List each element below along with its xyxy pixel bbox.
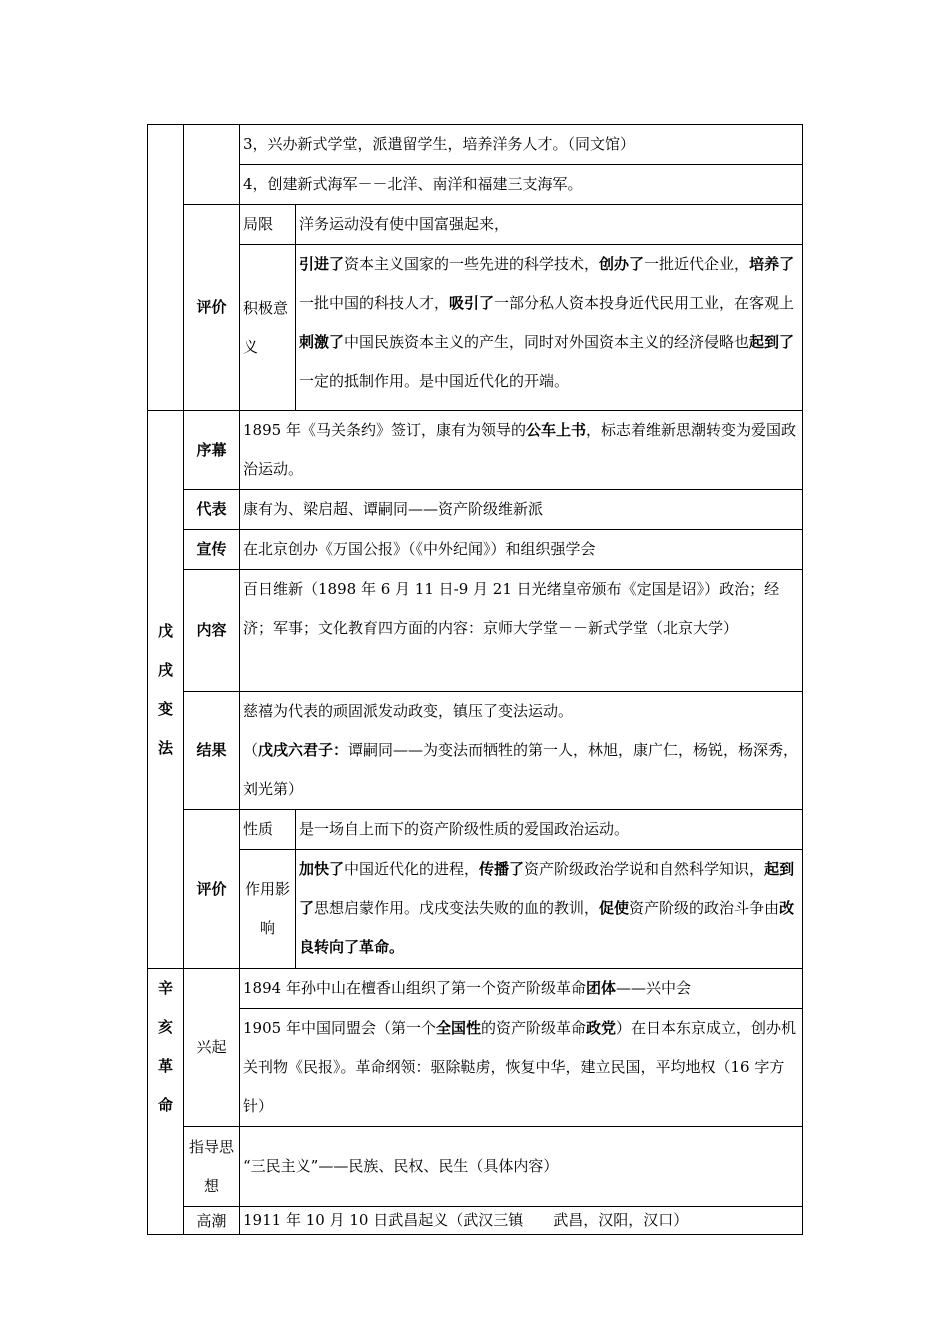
text-segment: ）在日本东京成立，创办机关刊物《民报》。革命纲领：驱除鞑虏，恢复中华，建立民国，平均地权（16 字方针） <box>243 1019 797 1115</box>
bold-text-segment: 改良转向了革命。 <box>299 899 795 956</box>
table-row <box>148 570 803 692</box>
text-segment: 中国近代化的进程， <box>344 860 480 878</box>
wuxu-xingzhi-text: 是一场自上而下的资产阶级性质的爱国政治运动。 <box>296 810 803 850</box>
text-segment: 资本主义国家的一些先进的科学技术， <box>344 255 600 273</box>
yangwu-row3: 3，兴办新式学堂，派遣留学生，培养洋务人才。（同文馆） <box>240 125 803 165</box>
table-row <box>148 969 803 1009</box>
text-segment: ——兴中会 <box>615 979 691 997</box>
xinhai-zhidao-text: “三民主义”——民族、民权、民生（具体内容） <box>240 1127 803 1207</box>
table-row <box>148 165 803 205</box>
yangwu-limit-text: 洋务运动没有使中国富强起来， <box>296 205 803 245</box>
yangwu-eval-label: 评价 <box>184 205 240 411</box>
bold-text-segment: 引进了 <box>299 255 345 273</box>
section-title-wuxu: 戊戌变法 <box>148 411 184 969</box>
text-segment: 1895 年《马关条约》签订，康有为领导的 <box>243 421 526 439</box>
text-segment: 一定的抵制作用。是中国近代化的开端。 <box>299 372 570 390</box>
table-row <box>148 205 803 245</box>
bold-text-segment: 起到了 <box>749 333 795 351</box>
table-row <box>148 411 803 490</box>
table-row <box>148 245 803 411</box>
bold-text-segment: 加快了 <box>299 860 345 878</box>
wuxu-jieguo-line2 <box>243 731 799 809</box>
yangwu-row4: 4，创建新式海军－－北洋、南洋和福建三支海军。 <box>240 165 803 205</box>
history-notes-table <box>147 124 803 1235</box>
wuxu-daibiao-text: 康有为、梁启超、谭嗣同——资产阶级维新派 <box>240 490 803 530</box>
bold-text-segment: 政党 <box>585 1019 616 1037</box>
wuxu-eval-label: 评价 <box>184 810 240 969</box>
table-row <box>148 692 803 810</box>
xinhai-zhidao-label: 指导思想 <box>184 1127 240 1207</box>
text-segment: 中国民族资本主义的产生，同时对外国资本主义的经济侵略也 <box>344 333 750 351</box>
wuxu-neirong-text: 百日维新（1898 年 6 月 11 日-9 月 21 日光绪皇帝颁布《定国是诏》）政治；经济；军事；文化教育四方面的内容：京师大学堂－－新式学堂（北京大学） <box>240 570 803 692</box>
table-row <box>148 810 803 850</box>
bold-text-segment: 戊戌六君子： <box>258 741 349 759</box>
text-segment: 的资产阶级革命 <box>480 1019 586 1037</box>
bold-text-segment: 起到了 <box>299 860 795 917</box>
text-segment: 资产阶级政治学说和自然科学知识， <box>524 860 765 878</box>
text-segment: 一批中国的科技人才， <box>299 294 450 312</box>
table-row <box>148 530 803 570</box>
text-segment: 1905 年中国同盟会（第一个 <box>243 1019 436 1037</box>
text-segment: ，标志着维新思潮转变为爱国政治运动。 <box>243 421 796 478</box>
text-segment: 谭嗣同——为变法而牺牲的第一人，林旭，康广仁，杨锐，杨深秀，刘光第） <box>243 741 799 798</box>
text-segment: 思想启蒙作用。戊戌变法失败的血的教训， <box>314 899 600 917</box>
yangwu-positive-text <box>296 245 803 411</box>
table-row <box>148 1207 803 1235</box>
bold-text-segment: 创办了 <box>599 255 645 273</box>
xinhai-xingqi-line1 <box>240 969 803 1009</box>
yangwu-limit-label: 局限 <box>240 205 296 245</box>
section-cell-yangwu <box>148 125 184 411</box>
bold-text-segment: 促使 <box>599 899 630 917</box>
wuxu-xuanchuan-text: 在北京创办《万国公报》（《中外纪闻》）和组织强学会 <box>240 530 803 570</box>
xinhai-gaochao-label: 高潮 <box>184 1207 240 1235</box>
wuxu-daibiao-label: 代表 <box>184 490 240 530</box>
wuxu-xuanchuan-label: 宣传 <box>184 530 240 570</box>
table-row <box>148 125 803 165</box>
text-segment: 资产阶级的政治斗争由 <box>629 899 780 917</box>
xinhai-gaochao-text: 1911 年 10 月 10 日武昌起义（武汉三镇 武昌，汉阳，汉口） <box>240 1207 803 1235</box>
bold-text-segment: 培养了 <box>749 255 795 273</box>
wuxu-jieguo-line1: 慈禧为代表的顽固派发动政变，镇压了变法运动。 <box>243 702 574 720</box>
wuxu-xumu-label: 序幕 <box>184 411 240 490</box>
wuxu-xumu-text <box>240 411 803 490</box>
bold-text-segment: 刺激了 <box>299 333 345 351</box>
text-segment: 1894 年孙中山在檀香山组织了第一个资产阶级革命 <box>243 979 586 997</box>
wuxu-zuoyong-text <box>296 850 803 969</box>
table-row <box>148 1127 803 1207</box>
table-row <box>148 490 803 530</box>
xinhai-xingqi-line2 <box>240 1009 803 1127</box>
subsection-cell <box>184 125 240 205</box>
wuxu-jieguo-text <box>240 692 803 810</box>
wuxu-jieguo-label: 结果 <box>184 692 240 810</box>
table-row <box>148 850 803 969</box>
xinhai-xingqi-label: 兴起 <box>184 969 240 1127</box>
wuxu-xingzhi-label: 性质 <box>240 810 296 850</box>
yangwu-positive-label: 积极意义 <box>240 245 296 411</box>
text-segment: 一部分私人资本投身近代民用工业，在客观上 <box>494 294 795 312</box>
wuxu-zuoyong-label: 作用影响 <box>240 850 296 969</box>
bold-text-segment: 公车上书 <box>525 421 586 439</box>
text-segment: 一批近代企业， <box>644 255 750 273</box>
table-row <box>148 1009 803 1127</box>
text-segment: （ <box>243 741 259 759</box>
bold-text-segment: 团体 <box>585 979 616 997</box>
wuxu-neirong-label: 内容 <box>184 570 240 692</box>
bold-text-segment: 全国性 <box>435 1019 481 1037</box>
section-title-xinhai: 辛亥革命 <box>148 969 184 1235</box>
bold-text-segment: 传播了 <box>479 860 525 878</box>
bold-text-segment: 吸引了 <box>449 294 495 312</box>
